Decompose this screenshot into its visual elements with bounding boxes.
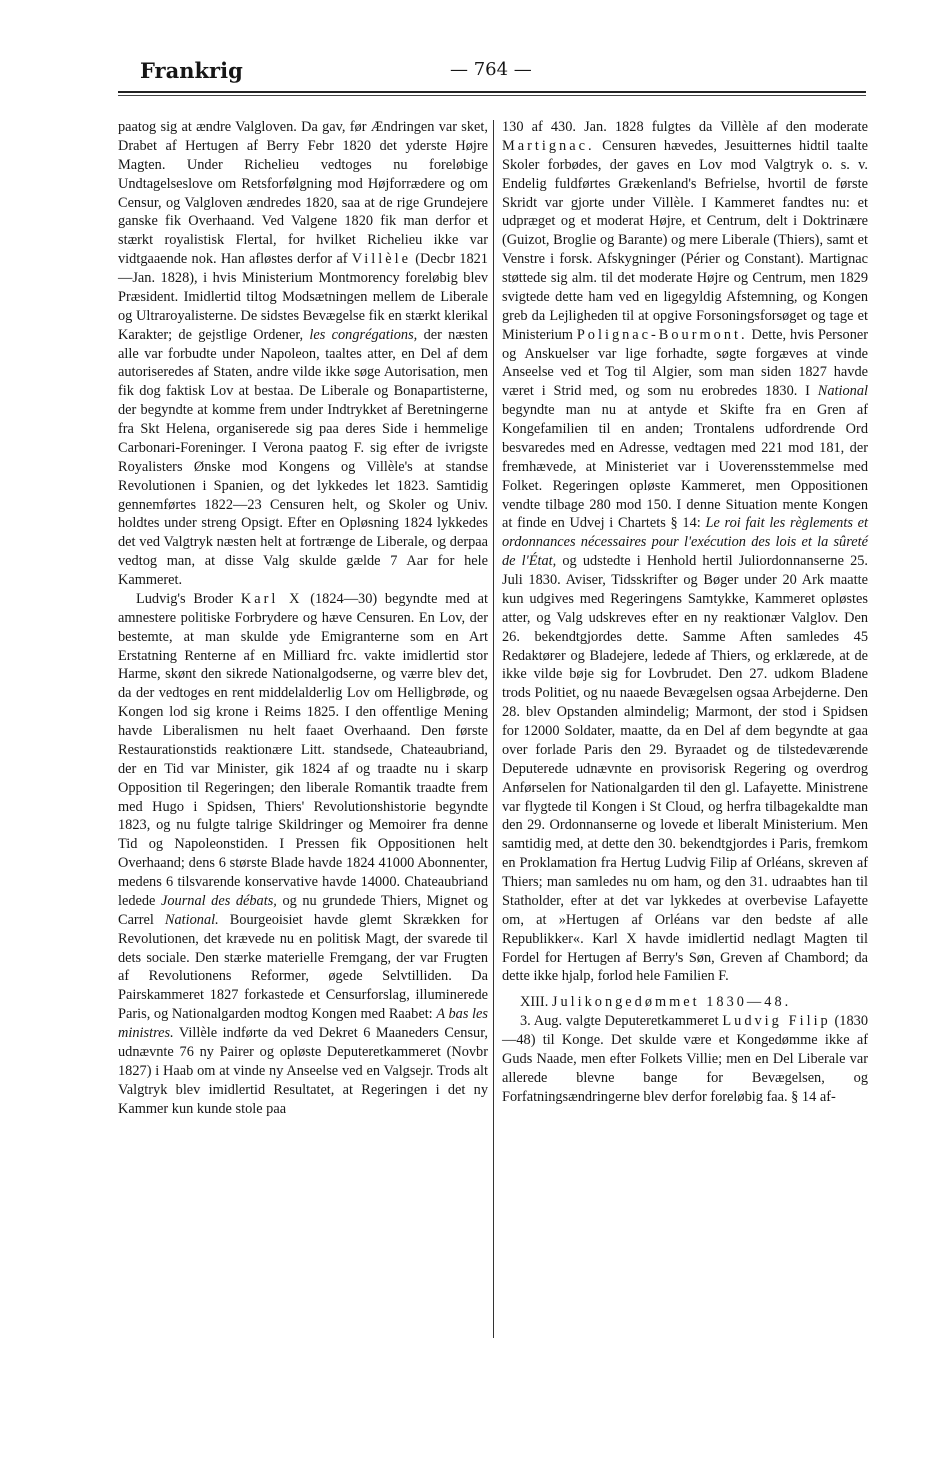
italic-national-2: National — [817, 383, 869, 400]
header-rule-thick — [118, 91, 866, 93]
spaced-name-polignac: Polignac-Bourmont. — [576, 326, 748, 343]
running-head-title: Frankrig — [140, 58, 243, 83]
column-divider — [493, 120, 494, 1338]
paragraph-restoration: paatog sig at ændre Valgloven. Da gav, før Ændringen var sket, Drabet af Hertugen af Berry Febr 1820 det yderste Højre Magten. Under Richelieu vedtoges nu foreløbige Undtagelseslove om Retsforfølgning mod Højforrædere og om Censur, og Valgloven ændredes 1820, saa at de rige Grundejere ganske fik Overhaand. Ved Valgene 1820 fik man derfor et stærkt royalistisk Flertal, for hvilket Richelieu ikke var vidtgaaende nok. Han afløstes derfor af Villèle (Decbr 1821—Jan. 1828), i hvis Ministerium Montmorency foreløbig blev Præsident. Imidlertid tiltog Modsætningen mellem de Liberale og Ultraroyalisterne. De sidstes Bevægelse fik en stærkt klerikal Karakter; de gejstlige Ordener, les congrégations, der næsten alle var forbudte under Napoleon, taaltes atter, en Del af dem autoriseredes af Staten, andre vilde ikke søge Autorisation, men fik dog faktisk Lov at bestaa. De Liberale og Bonapartisterne, der begyndte at komme frem under Indtrykket af Beretningerne fra Skt Helena, organiserede sig paa deres Side i hemmelige Carbonari-Foreninger. I Verona paatog F. sig efter de ivrigste Royalisters Ønske mod Kongens og Villèle's at standse Revolutionen i Spanien, og det lykkedes let 1823. Samtidig gennemførtes 1822—23 Censuren helt, og Skoler og Univ. holdtes under streng Opsigt. Efter en Opløsning 1824 lykkedes det ved Valgtryk næsten helt at fortrænge de Liberale, og derpaa vedtog man, at disse Valg skulde gælde 7 Aar for hele Kammeret. — [118, 119, 488, 588]
page-number: — 764 — — [450, 59, 532, 80]
right-column — [502, 118, 868, 1107]
italic-a-bas-les-ministres: A bas les ministres. — [118, 1006, 488, 1041]
spaced-name-karl-x: Karl X — [240, 590, 303, 607]
spaced-name-ludvig-filip: Ludvig Filip — [722, 1013, 831, 1030]
left-column — [118, 118, 488, 1118]
paragraph-martignac: 130 af 430. Jan. 1828 fulgtes da Villèle af den moderate Martignac. Censuren hævedes, Jesuitternes hidtil taalte Skoler forbødes, der gaves en Lov mod Valgtryk o. s. v. Endelig fuldførtes Grækenland's Befrielse, hvortil de første Skridt var gjorte under Villèle. I Kammeret fandtes nu: et udpræget og et moderat Højre, et Centrum, delt i Doktrinære (Guizot, Broglie og Barante) og mere Liberale (Thiers), samt et Venstre i forsk. Afskygninger (Périer og Constant). Martignac støttede sig alm. til det moderate Højre og Centrum, men 1829 svigtede dette ham ved en ligegyldig Afstemning, og Kongen greb da Lejligheden til at opgive Forsoningsforsøget og tage et Ministerium Polignac-Bourmont. Dette, hvis Personer og Anskuelser var lige forhadte, søgte forgæves at vinde Anseelse ved et Tog til Algier, som man siden 1827 havde været i Strid med, og som nu erobredes 1830. I National begyndte man nu at antyde et Skifte fra en Gren af Kongefamilien til en anden; Trontalens udfordrende Ord besvaredes med en Adresse, vedtagen med 221 mod 181, der fremhævede, at Ministeriet var i Uoverensstemmelse med Folket. Regeringen opløste Kammeret, men Oppositionen vendte tilbage 280 mod 150. I denne Situation mente Kongen at finde en Udvej i Chartets § 14: Le roi fait les règlements et ordonnances nécessaires pour l'exécution des lois et la sûreté de l'État, og udstedte i Henhold hertil Juliordonnanserne 25. Juli 1830. Aviser, Tidsskrifter og Bøger under 20 Ark maatte kun udgives med Regeringens Samtykke, Kammeret opløstes atter, og Valg udskreves efter en ny reaktionær Valglov. Den 26. bekendtgjordes dette. Samme Aften samledes 45 Redaktører og Bladejere, ledede af Thiers, og erklærede, at de ikke vilde bøje sig for Lovbrudet. Den 27. udkom Bladene trods Politiet, og nu naaede Bevægelsen ogsaa Arbejderne. Den 28. blev Opstanden almindelig; Marmont, der stod i Spidsen for 12000 Soldater, maatte, da en Del af dem begyndte at gaa over forlade Paris den 29. Byraadet og de tilstedeværende Deputerede udnævnte en provisorisk Regering og overdrog Anførselen for Nationalgarden til den gl. Lafayette. Ministrene var flygtede til Kongen i St Cloud, og herfra tilbagekaldte man den 29. Ordonnanserne og lovede et liberalt Ministerium. Men samtidig med, at dette den 30. bekendtgjordes i Paris, fremkom en Proklamation fra Hertug Ludvig Filip af Orléans, skreven af Thiers; man samledes nu om ham, og den 31. udraabtes han til Statholder, efter at det var lykkedes at overbevise Lafayette om, at »Hertugen af Orléans var den bedste af alle Republikker«. Karl X havde imidlertid nedlagt Magten til Fordel for Hertugen af Berry's Søn, Greven af Chambord; da dette ikke hjalp, forlod hele Familien F. — [502, 119, 869, 985]
italic-journal-des-debats: Journal des débats, — [161, 892, 277, 909]
header-rule-thin — [118, 95, 866, 96]
section-heading: XIII. Julikongedømmet 1830—48. — [520, 994, 792, 1011]
spaced-name-martignac: Martignac. — [502, 137, 595, 154]
spaced-name-villele: Villèle — [351, 251, 411, 268]
italic-national: National. — [164, 911, 219, 928]
italic-les-congregations: les congrégations, — [309, 326, 418, 343]
paragraph-ludvig-filip: 3. Aug. valgte Deputeretkammeret Ludvig Filip (1830—48) til Konge. Det skulde være et Kongedømme ikke af Guds Naade, men efter Folkets Villie; men en Del Liberale var allerede blevne bange for Bevægelsen, og Forfatningsændringerne blev derfor foreløbig faa. § 14 af- — [502, 1013, 868, 1105]
italic-chartet-quote: Le roi fait les règlements et ordonnances nécessaires pour l'exécution des lois et la sûreté de l'État, — [502, 515, 868, 570]
paragraph-karl-x: Ludvig's Broder Karl X (1824—30) begyndte med at amnestere politiske Forbrydere og hæve Censuren. En Lov, der bestemte, at man skulde yde Emigranterne som en Art Erstatning Renterne af en Milliard frc. vakte imidlertid stor Harme, skønt den sikrede Nationalgodserne, og værre blev det, da der vedtoges en rent middelalderlig Lov om Helligbrøde, og Kongen lod sig krone i Reims 1825. I den offentlige Mening havde Liberalismen nu helt faaet Overhaand. Den første Restaurationstids reaktionære Litt. standsede, Chateaubriand, der en Tid var Minister, gik 1824 af og traadte nu i skarp Opposition til Regeringen; den liberale Romantik traadte frem med Hugo i Spidsen, Thiers' Revolutionshistorie begyndte 1823, og nu fulgte talrige Skildringer og Memoirer fra denne Tid og Napoleonstiden. I Pressen fik Oppositionen helt Overhaand; dens 6 største Blade havde 1824 41000 Abonnenter, medens 6 tilsvarende konservative havde 14000. Chateaubriand ledede Journal des débats, og nu grundede Thiers, Mignet og Carrel National. Bourgeoisiet havde glemt Skrækken for Revolutionen, det krævede nu en politisk Magt, der svarede til dets sociale. Den stærke materielle Fremgang, der var Frugten af Revolutionens Reformer, øgede Selvtilliden. Da Pairskammeret 1827 forkastede et Censurforslag, illuminerede Paris, og Nationalgarden modtog Kongen med Raabet: A bas les ministres. Villèle indførte da ved Dekret 6 Maaneders Censur, udnævnte 76 ny Pairer og opløste Deputeretkammeret (Novbr 1827) i Haab om at vinde ny Anseelse ved en Valgsejr. Trods alt Valgtryk blev imidlertid Resultatet, at Regeringen i det ny Kammer kun kunde stole paa — [118, 590, 489, 1117]
